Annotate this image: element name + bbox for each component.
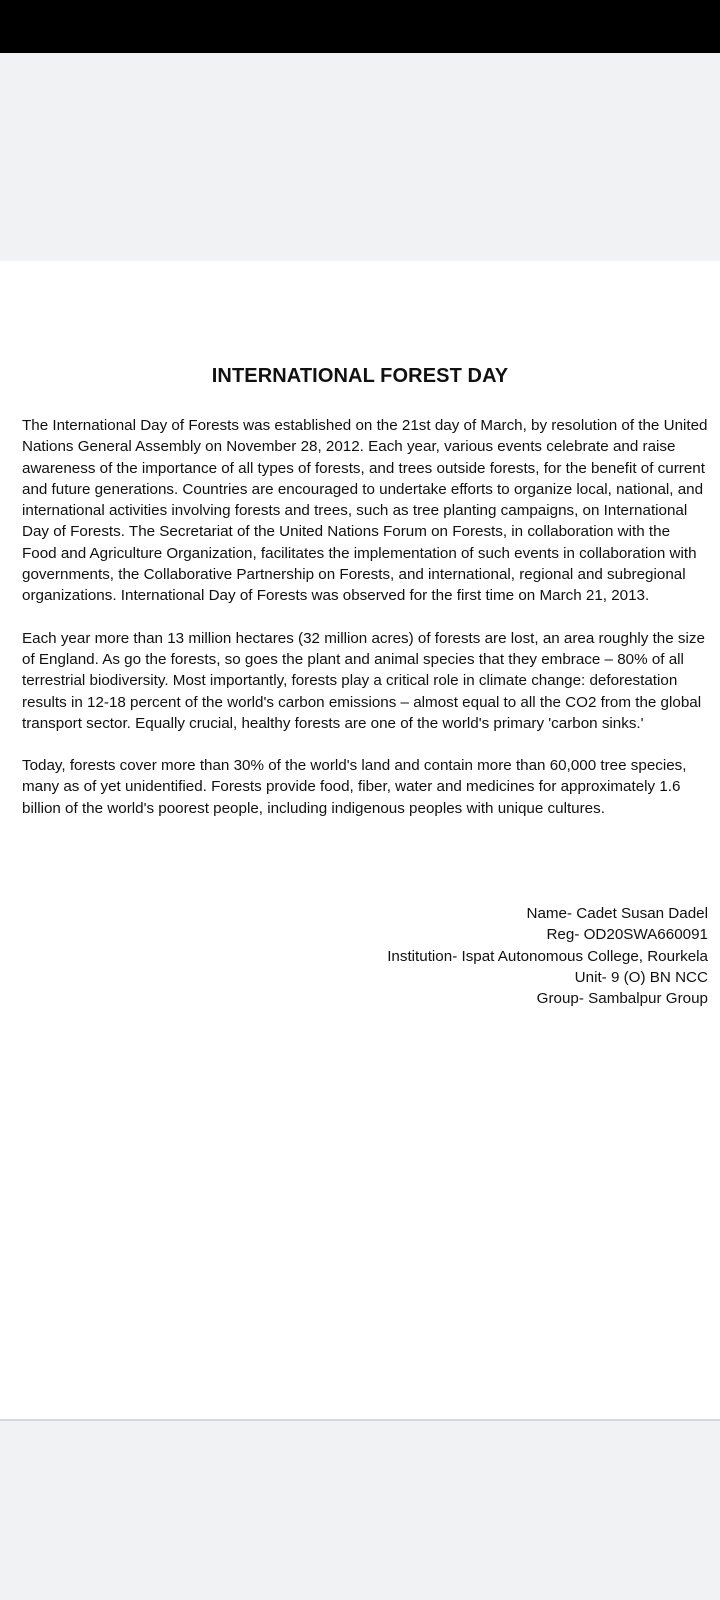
- viewer-background-top: [0, 53, 720, 261]
- paragraph-2: Each year more than 13 million hectares (32 million acres) of forests are lost, an area roughly the size of England. As go the forests, so goes the plant and animal species that they embrace – 80% of all terrestrial biodiversity. Most importantly, forests play a critical role in climate change: deforestation results in 12-18 percent of the world's carbon emissions – almost equal to all the CO2 from the global transport sector. Equally crucial, healthy forests are one of the world's primary 'carbon sinks.': [22, 629, 705, 732]
- document-page[interactable]: [0, 261, 720, 1421]
- signature-block: [387, 903, 708, 1009]
- status-bar: [0, 0, 720, 53]
- signature-name: Name- Cadet Susan Dadel: [526, 905, 708, 922]
- signature-institution: Institution- Ispat Autonomous College, Rourkela: [387, 947, 708, 965]
- document-body: [22, 415, 708, 840]
- signature-group: Group- Sambalpur Group: [536, 990, 708, 1008]
- viewer-background-bottom: [0, 1421, 720, 1600]
- signature-unit: Unit- 9 (O) BN NCC: [574, 968, 708, 986]
- signature-reg: Reg- OD20SWA660091: [546, 926, 708, 944]
- document-title: INTERNATIONAL FOREST DAY: [211, 365, 509, 387]
- paragraph-1: The International Day of Forests was established on the 21st day of March, by resolution of the United Nations General Assembly on November 28, 2012. Each year, various events celebrate and raise awareness of the importance of all types of forests, and trees outside forests, for the benefit of current and future generations. Countries are encouraged to undertake efforts to organize local, national, and international activities involving forests and trees, such as tree planting campaigns, on International Day of Forests. The Secretariat of the United Nations Forum on Forests, in collaboration with the Food and Agriculture Organization, facilitates the implementation of such events in collaboration with governments, the Collaborative Partnership on Forests, and international, regional and subregional organizations. International Day of Forests was observed for the first time on March 21, 2013.: [22, 417, 708, 605]
- paragraph-3: Today, forests cover more than 30% of the world's land and contain more than 60,000 tree species, many as of yet unidentified. Forests provide food, fiber, water and medicines for approximately 1.6 billion of the world's poorest people, including indigenous peoples with unique cultures.: [22, 757, 687, 817]
